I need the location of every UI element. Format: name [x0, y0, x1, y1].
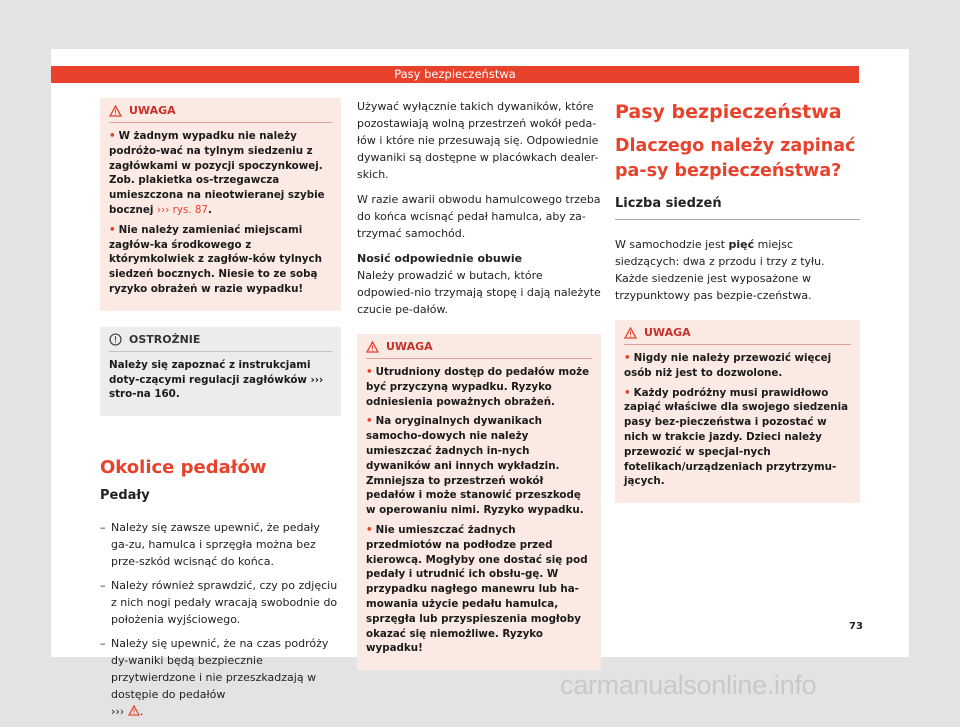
warning-header: [624, 326, 851, 345]
section-title: Dlaczego należy zapinać pa-sy bezpieczeństwa?: [615, 136, 856, 181]
warning-box: [615, 320, 860, 503]
list-item: – Należy się zawsze upewnić, że pedały ga-zu, hamulca i sprzęgła można bez prze-szkód wcisnąć do końca.: [100, 519, 341, 570]
warning-item: • Nie należy zamieniać miejscami zagłów-ka środkowego z którymkolwiek z zagłów-ków tylnych siedzeń bocznych. Niesie to ze sobą ryzyko obrażeń w razie wypadku!: [109, 223, 322, 295]
warning-box: [100, 98, 341, 311]
figure-ref-link[interactable]: ››› rys. 87: [156, 203, 208, 216]
sub-title: Pedały: [100, 488, 150, 504]
warning-header: [109, 104, 332, 123]
paragraph: Używać wyłącznie takich dywaników, które pozostawiają wolną przestrzeń wokół peda-łów i które nie przesuwają się. Odpowiednie dywaniki są dostępne w placówkach dealer-skich.: [357, 100, 599, 181]
paragraph: W samochodzie jest pięć miejsc siedzących: dwa z przodu i trzy z tyłu. Każde siedzenie jest wyposażone w trzypunktowy pas bezpie-czeństwa.: [615, 238, 825, 302]
column-left: [100, 98, 341, 727]
paragraph-heading: Nosić odpowiednie obuwie: [357, 252, 523, 265]
column-right: [615, 98, 860, 519]
paragraph: W razie awarii obwodu hamulcowego trzeba do końca wcisnąć pedał hamulca, aby za-trzymać samochód.: [357, 193, 601, 240]
pedal-checklist: [100, 519, 341, 720]
warning-body: [109, 129, 332, 297]
warning-label: UWAGA: [644, 326, 691, 339]
note-header: [109, 333, 332, 352]
warning-item: • Nigdy nie należy przewozić więcej osób niż jest to dozwolone.: [624, 352, 832, 379]
warning-box: [357, 334, 601, 670]
warning-triangle-icon: [366, 341, 379, 353]
note-label: OSTROŻNIE: [129, 332, 201, 346]
note-text: Należy się zapoznać z instrukcjami doty-czącymi regulacji zagłówków ››› stro-na 160.: [109, 358, 324, 401]
chapter-title: Pasy bezpieczeństwa: [615, 101, 842, 123]
warning-triangle-icon: [624, 327, 637, 339]
warning-item: • Każdy podróżny musi prawidłowo zapiąć właściwe dla swojego siedzenia pasy bez-pieczeństwa i pozostać w nich w trakcie jazdy. Dzieci należy przewozić w specjal-nych fotelikach/urządzeniach przytrzymu-jących.: [624, 386, 849, 488]
warning-label: UWAGA: [129, 104, 176, 117]
watermark: carmanualsonline.info: [560, 670, 817, 700]
warning-label: UWAGA: [386, 340, 433, 353]
info-circle-icon: [109, 333, 122, 346]
warning-item: • Na oryginalnych dywanikach samocho-dowych nie należy umieszczać żadnych in-nych dywaników ani innych wykładzin. Zmniejsza to przestrzeń wokół pedałów i może stanowić przeszkodę w operowaniu nimi. Ryzyko wypadku.: [366, 415, 584, 517]
warning-item: • Nie umieszczać żadnych przedmiotów na podłodze przed kierowcą. Mogłyby one dostać się pod pedały i utrudnić ich obsłu-gę. W przypadku nagłego manewru lub ha-mowania użycie pedału hamulca, sprzęgła lub przyspieszenia mogłoby okazać się niemożliwe. Ryzyko wypadku!: [366, 523, 588, 655]
warning-ref-link[interactable]: ›››: [111, 705, 140, 718]
warning-header: [366, 340, 592, 359]
warning-item: • Utrudniony dostęp do pedałów może być przyczyną wypadku. Ryzyko odniesienia poważnych obrażeń.: [366, 366, 590, 408]
section-title: Okolice pedałów: [100, 457, 267, 479]
list-item: – Należy również sprawdzić, czy po zdjęciu z nich nogi pedały wracają swobodnie do położenia wyjściowego.: [100, 577, 341, 628]
subsection-heading: Liczba siedzeń: [615, 194, 860, 220]
warning-triangle-icon: [109, 105, 122, 117]
column-middle: [357, 98, 601, 686]
warning-triangle-icon: [128, 705, 140, 716]
list-item: – Należy się upewnić, że na czas podróży dy-waniki będą bezpiecznie przytwierdzone i nie przeszkadzają w dostępie do pedałów ››› .: [100, 635, 341, 720]
header-bar: Pasy bezpieczeństwa: [51, 66, 859, 83]
warning-item: • W żadnym wypadku nie należy podróżo-wać na tylnym siedzeniu z zagłówkami w pozycji spoczynkowej. Zob. plakietka os-trzegawcza umieszczona na nieotwieranej szybie bocznej ››› rys. 87.: [109, 130, 325, 216]
paragraph: Należy prowadzić w butach, które odpowied-nio trzymają stopę i dają należyte czucie pe-dałów.: [357, 269, 601, 316]
page-number: 73: [849, 621, 863, 632]
note-box: [100, 327, 341, 416]
